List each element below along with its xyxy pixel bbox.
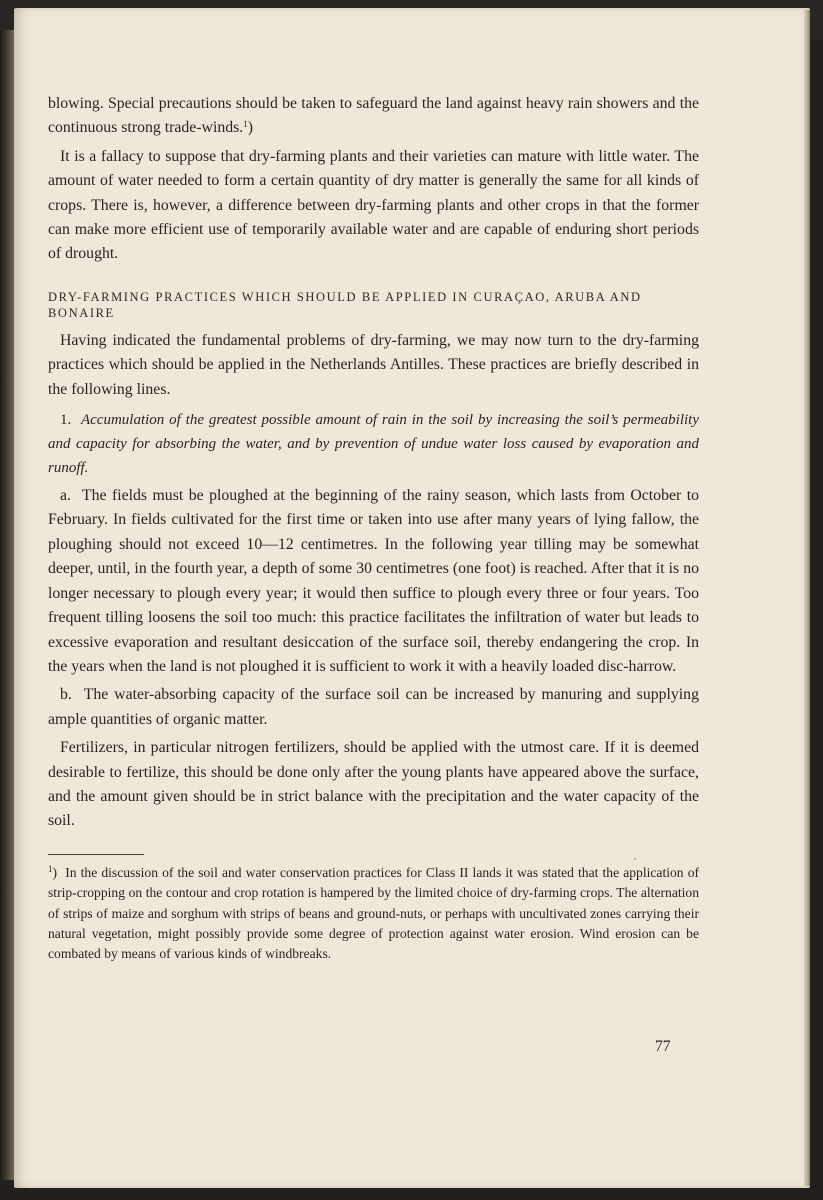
list-item-1 [48, 408, 699, 480]
footnote [48, 863, 699, 965]
list-item-b [48, 683, 699, 732]
paragraph-continuation [48, 92, 699, 141]
list-item-text: The water-absorbing capacity of the surface soil can be increased by manuring and supplying ample quantities of organic matter. [48, 686, 699, 728]
list-item-number: 1. [60, 412, 72, 429]
paragraph-fertilizers: Fertilizers, in particular nitrogen fertilizers, should be applied with the utmost care. If it is deemed desirable to fertilize, this should be done only after the young plants have appeared above the surface, and the amount given should be in strict balance with the precipitation and the water capacity of the soil. [48, 739, 699, 830]
footnote-text: In the discussion of the soil and water conservation practices for Class II lands it was stated that the application of strip-cropping on the contour and crop rotation is hampered by the limited choice of dry-farming crops. The alternation of strips of maize and sorghum with strips of beans and ground-nuts, or perhaps with uncultivated zones carrying their natural vegetation, might possibly provide some degree of protection against water erosion. Wind erosion can be combated by means of various kinds of windbreaks. [48, 864, 700, 962]
footnote-marker-close: ) [52, 864, 58, 880]
page-edge [804, 10, 810, 1186]
list-item-label: a. [60, 487, 71, 505]
paper-speck [634, 858, 636, 860]
list-item-text: Accumulation of the greatest possible amount of rain in the soil by increasing the soil’s permeability and capacity for absorbing the water, and by prevention of undue water loss caused by evaporation and runoff. [48, 412, 700, 477]
book-gutter-shadow [0, 30, 14, 1180]
section-heading: DRY-FARMING PRACTICES WHICH SHOULD BE APPLIED IN CURAÇAO, ARUBA AND BONAIRE [48, 289, 642, 320]
footnote-marker: 1 [48, 863, 53, 874]
list-item-text: The fields must be ploughed at the beginning of the rainy season, which lasts from October to February. In fields cultivated for the first time or taken into use after many years of lying fallow, the ploughing should not exceed 10—12 centimetres. In the following year tilling may be somewhat deeper, until, in the fourth year, a depth of some 30 centimetres (one foot) is reached. After that it is no longer necessary to plough every year; it would then suffice to plough every three or four years. Too frequent tilling loosens the soil too much: this practice facilitates the infiltration of water but leads to excessive evaporation and resultant desiccation of the surface soil, thereby endangering the crop. In the years when the land is not ploughed it is sufficient to work it with a heavily loaded disc-harrow. [48, 487, 699, 675]
paragraph-intro: Having indicated the fundamental problems of dry-farming, we may now turn to the dry-farming practices which should be applied in the Netherlands Antilles. These practices are briefly described in the following lines. [48, 331, 699, 398]
footnote-divider [48, 854, 144, 855]
footnote-reference-close: ) [247, 119, 254, 137]
list-item-a [48, 484, 699, 679]
list-item-label: b. [60, 686, 72, 704]
page-content [48, 92, 699, 965]
paragraph-fallacy: It is a fallacy to suppose that dry-farming plants and their varieties can mature with little water. The amount of water needed to form a certain quantity of dry matter is generally the same for all kinds of crops. There is, however, a difference between dry-farming plants and other crops in that the former can make more efficient use of temporarily available water and are capable of enduring short periods of drought. [48, 147, 699, 263]
paragraph-text: blowing. Special precautions should be taken to safeguard the land against heavy rain showers and the continuous strong trade-winds. [48, 95, 699, 137]
footnote-reference: 1 [243, 119, 248, 130]
page-number: 77 [655, 1038, 671, 1055]
